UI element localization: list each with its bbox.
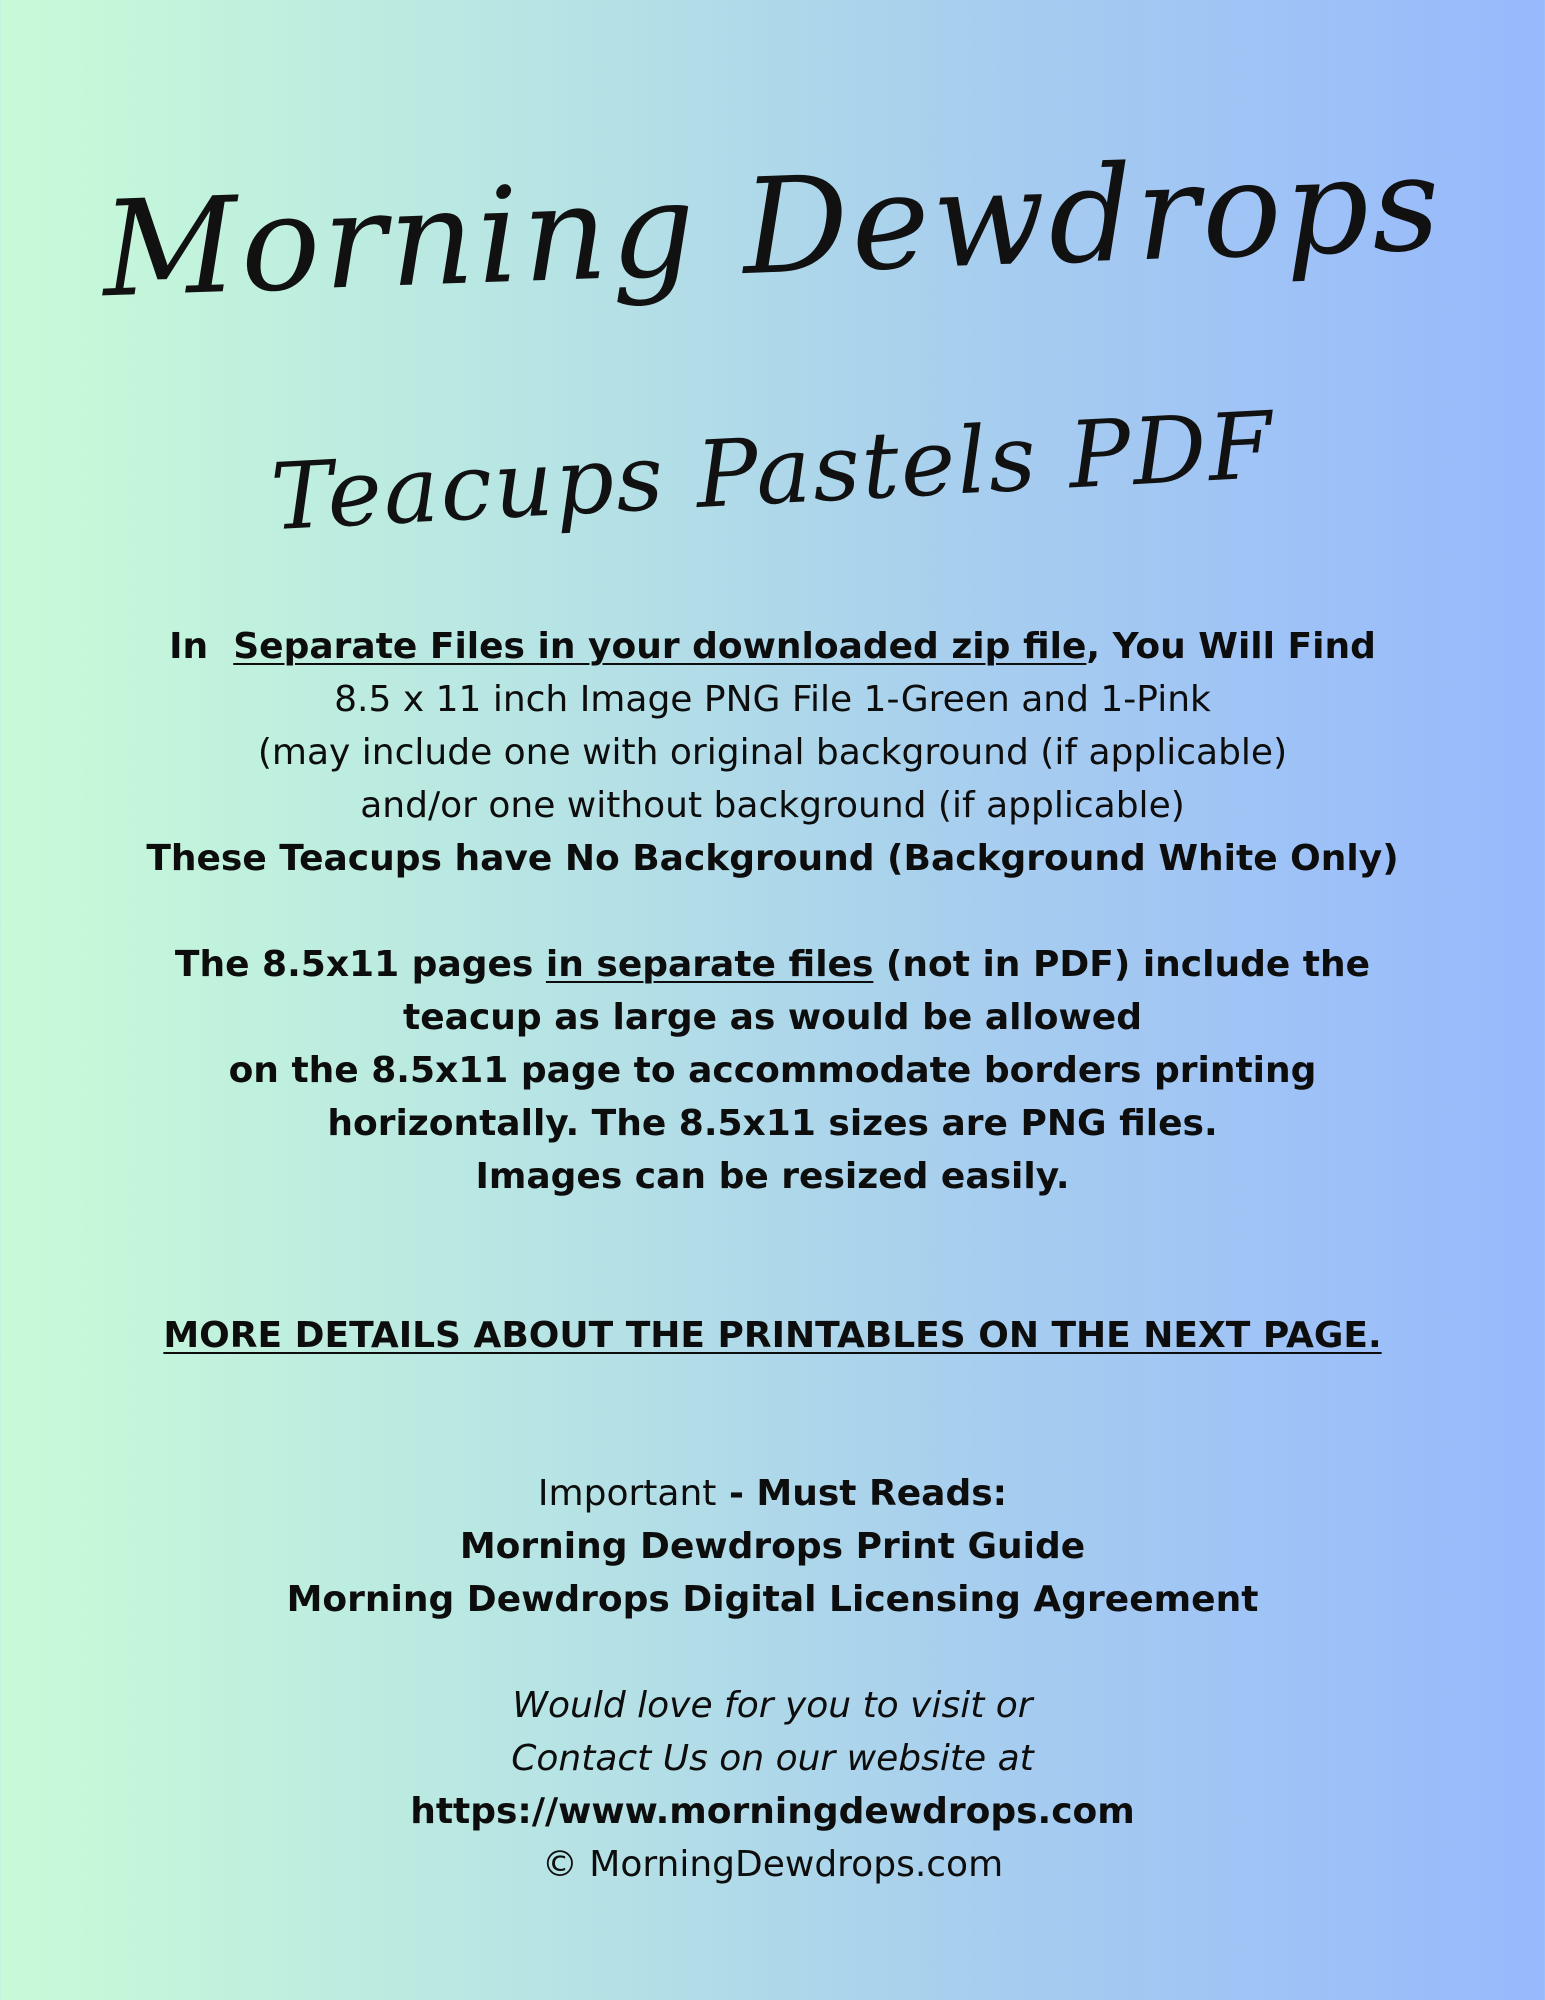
important-label: Important [537,1473,717,1514]
product-subtitle: Teacups Pastels PDF [268,391,1277,552]
pages-info-line: horizontally. The 8.5x11 sizes are PNG files. [327,1103,1218,1144]
contact-line: Would love for you to visit or [512,1685,1033,1726]
website-link[interactable]: https://www.morningdewdrops.com [410,1791,1135,1832]
pages-info-suffix: (not in PDF) include the [873,944,1371,985]
intro-prefix: In [169,626,234,667]
more-details-section [0,1309,1545,1362]
pages-info-line: Images can be resized easily. [475,1156,1070,1197]
intro-line: (may include one with original background (if applicable) [257,732,1288,773]
brand-title: Morning Dewdrops [99,126,1446,328]
contact-section [0,1679,1545,1891]
important-section [0,1467,1545,1626]
intro-heading [0,620,1545,673]
pages-info-line: on the 8.5x11 page to accommodate borders printing [228,1050,1317,1091]
intro-section [0,620,1545,885]
intro-underlined: Separate Files in your downloaded zip file [233,626,1087,667]
pages-info-line: teacup as large as would be allowed [403,997,1142,1038]
licensing-agreement-link[interactable]: Morning Dewdrops Digital Licensing Agreement [286,1579,1259,1620]
more-details-notice: MORE DETAILS ABOUT THE PRINTABLES ON THE NEXT PAGE. [163,1315,1382,1356]
pages-info-underlined: in separate files [545,944,874,985]
pages-info-prefix: The 8.5x11 pages [174,944,546,985]
print-guide-link[interactable]: Morning Dewdrops Print Guide [459,1526,1086,1567]
intro-suffix: , You Will Find [1086,626,1376,667]
copyright-text: © MorningDewdrops.com [541,1844,1004,1885]
contact-line: Contact Us on our website at [511,1738,1034,1779]
pages-info-heading [0,938,1545,991]
important-heading [0,1467,1545,1520]
pages-info-section [0,938,1545,1203]
must-reads-label: - Must Reads: [716,1473,1008,1514]
intro-line: 8.5 x 11 inch Image PNG File 1-Green and 1-Pink [334,679,1211,720]
background-note: These Teacups have No Background (Background White Only) [146,838,1399,879]
intro-line: and/or one without background (if applicable) [360,785,1185,826]
